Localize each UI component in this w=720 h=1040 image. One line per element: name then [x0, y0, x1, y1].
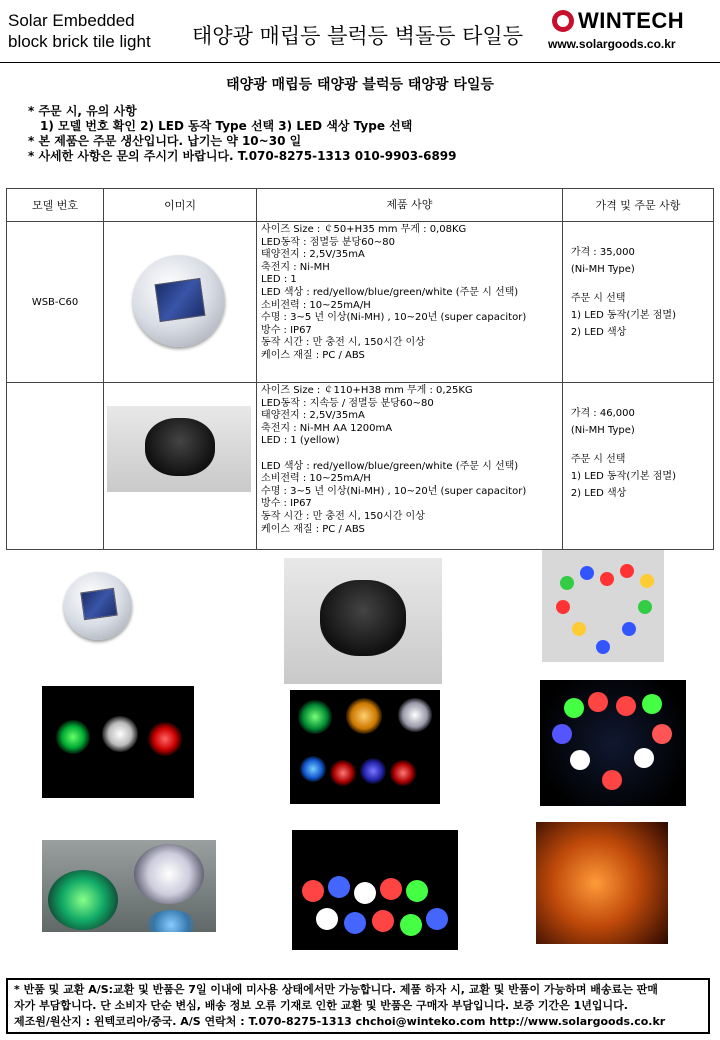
gallery-photo — [542, 550, 664, 662]
title-en — [8, 10, 151, 52]
note-line: 1) 모델 번호 확인 2) LED 동작 Type 선택 3) LED 색상 Type 선택 — [40, 119, 413, 133]
gallery-photo — [292, 830, 458, 950]
spec-line: LED 색상 : red/yellow/blue/green/white (주문 시 선택) — [261, 286, 519, 298]
table-row — [7, 222, 714, 383]
spec-line: LED : 1 — [261, 274, 297, 286]
spec-cell — [257, 222, 563, 383]
product-image — [107, 406, 251, 492]
spec-line: 태양전지 : 2,5V/35mA — [261, 410, 365, 422]
order-option: 2) LED 색상 — [570, 327, 627, 338]
gallery-photo — [284, 558, 442, 684]
title-en-line2: block brick tile light — [8, 32, 151, 51]
col-header: 모델 번호 — [7, 189, 104, 222]
spec-line: 소비전력 : 10~25mA/H — [261, 473, 371, 485]
col-header: 제품 사양 — [257, 189, 563, 222]
spec-line: 수명 : 3~5 년 이상(Ni-MH) , 10~20년 (super capacitor) — [261, 312, 527, 324]
spec-line: 동작 시간 : 만 충전 시, 150시간 이상 — [261, 337, 425, 349]
footer-line: 제조원/원산지 : 윈텍코리아/중국. A/S 연락처 : T.070-8275-1313 chchoi@winteko.com http://www.solargoods.co.kr — [14, 1015, 666, 1028]
spec-line: 방수 : IP67 — [261, 324, 312, 336]
note-line: * 사세한 사항은 문의 주시기 바랍니다. T.070-8275-1313 010-9903-6899 — [28, 149, 457, 163]
title-en-line1: Solar Embedded — [8, 11, 135, 30]
model-cell: WSB-C60 — [7, 222, 104, 383]
spec-line: 축전지 : Ni-MH AA 1200mA — [261, 422, 393, 434]
order-option: 2) LED 색상 — [570, 488, 627, 499]
note-line: * 주문 시, 유의 사항 — [28, 104, 137, 118]
model-cell — [7, 383, 104, 550]
spec-table — [6, 188, 714, 550]
spec-line: LED동작 : 지속등 / 점멸등 분당60~80 — [261, 397, 434, 409]
gallery-photo — [290, 690, 440, 804]
col-header: 가격 및 주문 사항 — [562, 189, 713, 222]
order-title: 주문 시 선택 — [570, 293, 626, 304]
spec-line: 케이스 재질 : PC / ABS — [261, 349, 365, 361]
gallery-photo — [536, 822, 668, 944]
order-title: 주문 시 선택 — [570, 454, 626, 465]
table-row — [7, 383, 714, 550]
gallery-photo — [540, 680, 686, 806]
price: 가격 : 46,000 — [570, 408, 635, 419]
spec-line: 수명 : 3~5 년 이상(Ni-MH) , 10~20년 (super capacitor) — [261, 485, 527, 497]
price-cell — [562, 383, 713, 550]
footer-line: 자가 부담합니다. 단 소비자 단순 변심, 배송 정보 오류 기재로 인한 교환 및 반품은 구매자 부담입니다. 보증 기간은 1년입니다. — [14, 999, 628, 1012]
footer-notice — [6, 978, 710, 1034]
battery-type: (Ni-MH Type) — [570, 425, 635, 436]
spec-cell — [257, 383, 563, 550]
gallery-photo — [42, 840, 216, 932]
spec-line: LED : 1 (yellow) — [261, 435, 340, 447]
gallery-photo — [42, 686, 194, 798]
solar-panel-icon — [155, 278, 206, 322]
spec-line: 태양전지 : 2,5V/35mA — [261, 249, 365, 261]
order-notes — [28, 104, 457, 164]
table-header-row — [7, 189, 714, 222]
order-option: 1) LED 동작(기본 점멸) — [570, 471, 676, 482]
brand-name: WINTECH — [578, 8, 685, 33]
price-cell — [562, 222, 713, 383]
col-header: 이미지 — [104, 189, 257, 222]
spec-line: 소비전력 : 10~25mA/H — [261, 299, 371, 311]
brand-logo — [552, 8, 684, 34]
spec-line: LED동작 : 점멸등 분당60~80 — [261, 236, 395, 248]
brand-url: www.solargoods.co.kr — [548, 37, 676, 51]
brand-logo-icon — [552, 10, 574, 32]
order-option: 1) LED 동작(기본 점멸) — [570, 310, 676, 321]
spec-line: 사이즈 Size : ￠50+H35 mm 무게 : 0,08KG — [261, 224, 467, 235]
spec-line: 케이스 재질 : PC / ABS — [261, 523, 365, 535]
spec-line: 동작 시간 : 만 충전 시, 150시간 이상 — [261, 510, 425, 522]
note-line: * 본 제품은 주문 생산입니다. 납기는 약 10~30 일 — [28, 134, 302, 148]
image-cell — [104, 222, 257, 383]
spec-line: 방수 : IP67 — [261, 498, 312, 510]
spec-line: 축전지 : Ni-MH — [261, 261, 330, 273]
spec-line: 사이즈 Size : ￠110+H38 mm 무게 : 0,25KG — [261, 385, 473, 396]
price: 가격 : 35,000 — [570, 247, 635, 258]
title-ko: 태양광 매립등 블럭등 벽돌등 타일등 — [192, 24, 523, 48]
header-divider — [0, 62, 720, 63]
footer-line: * 반품 및 교환 A/S:교환 및 반품은 7일 이내에 미사용 상태에서만 가능합니다. 제품 하자 시, 교환 및 반품이 가능하며 배송료는 판매 — [14, 983, 658, 996]
page-header — [0, 0, 720, 60]
image-cell — [104, 383, 257, 550]
battery-type: (Ni-MH Type) — [570, 264, 635, 275]
gallery-photo — [50, 566, 146, 646]
page-subtitle: 태양광 매립등 태양광 블럭등 태양광 타일등 — [226, 77, 494, 93]
spec-line: LED 색상 : red/yellow/blue/green/white (주문 시 선택) — [261, 460, 519, 472]
